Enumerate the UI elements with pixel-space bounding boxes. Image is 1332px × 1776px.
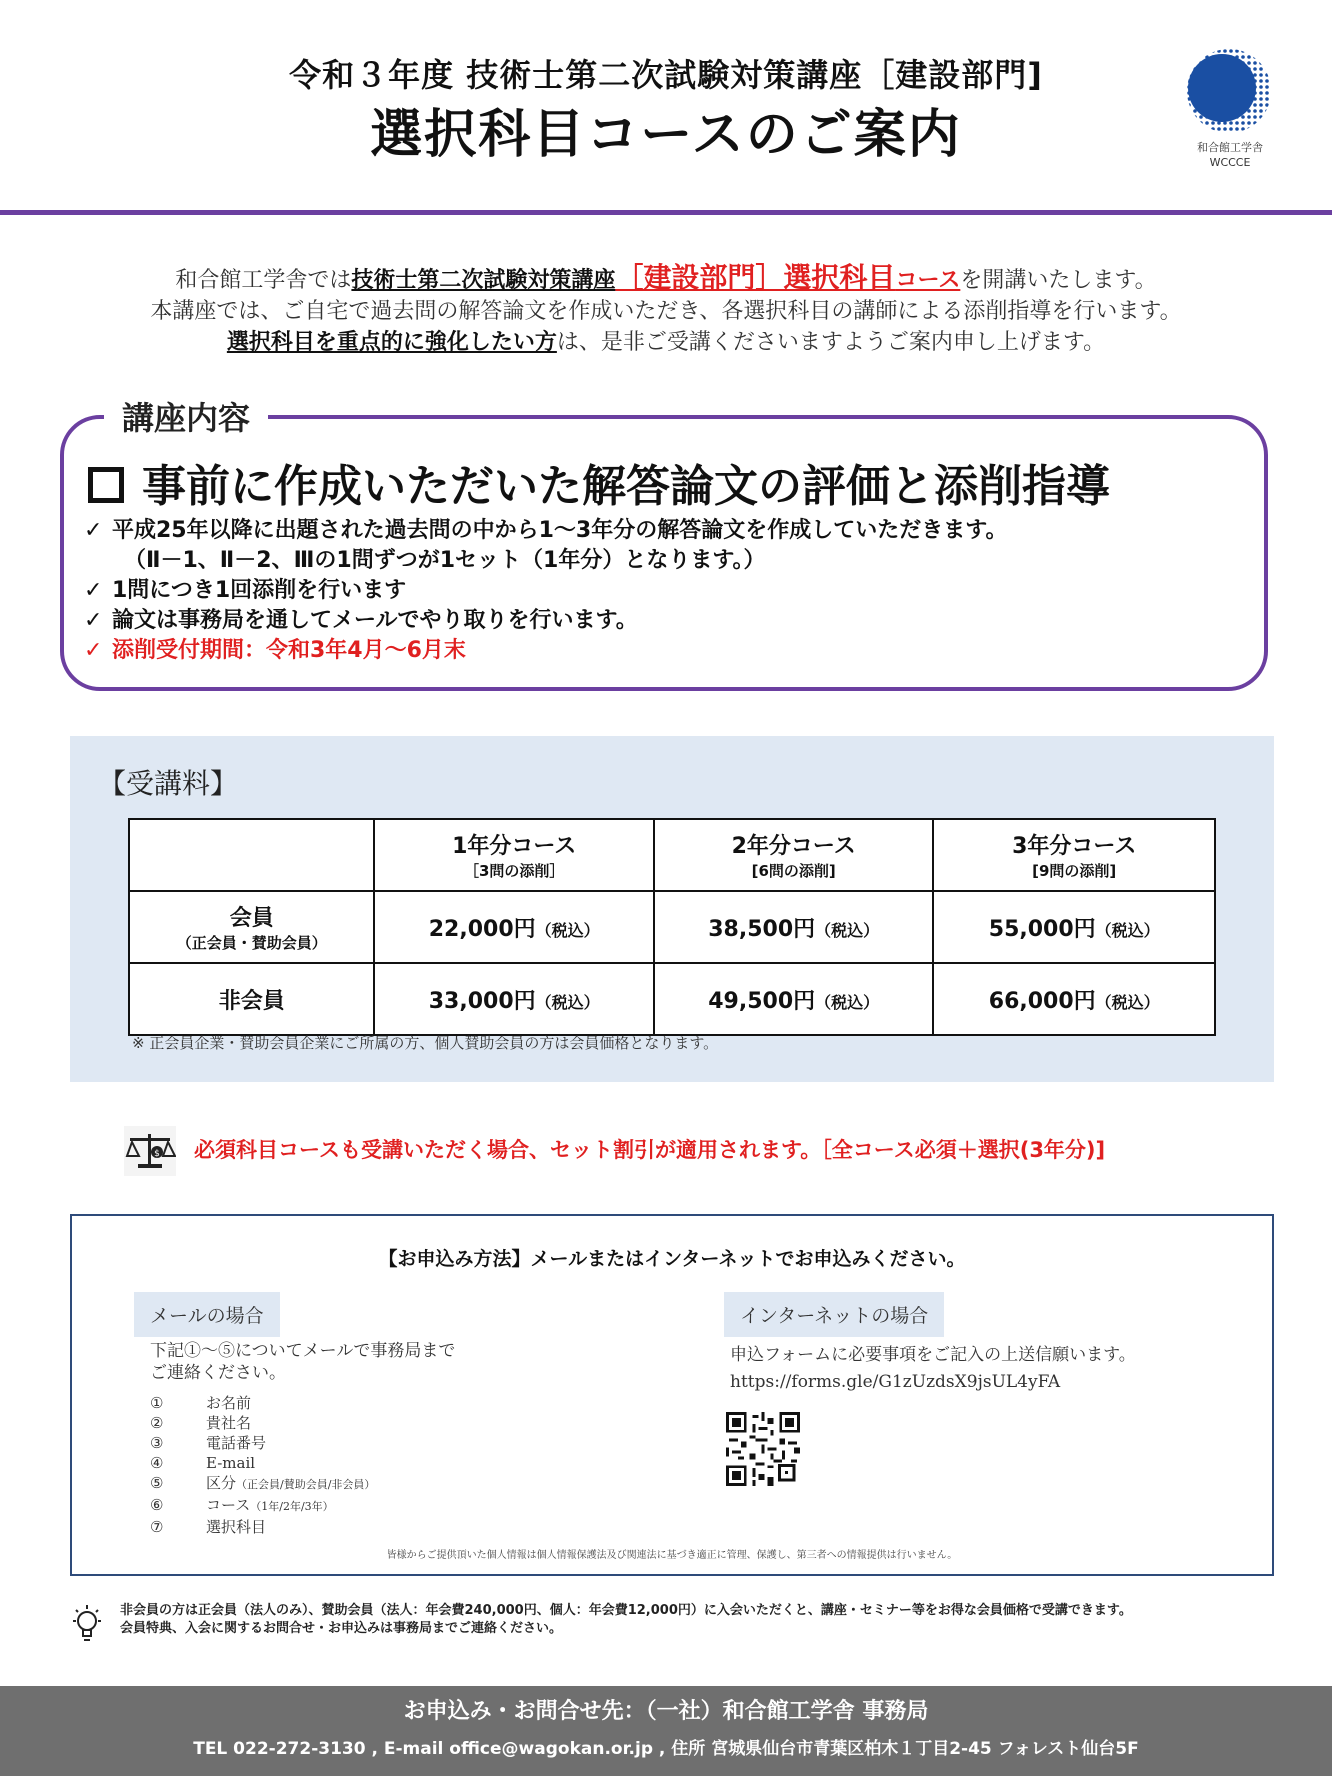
check-icon: ✓	[84, 608, 103, 633]
intro-text	[40, 262, 1292, 358]
mail-item-num: ④	[150, 1454, 164, 1472]
intro-line-1	[40, 262, 1292, 296]
header-divider	[0, 210, 1332, 215]
fee-row-label-text: 会員	[229, 906, 274, 931]
mail-item-num: ③	[150, 1434, 164, 1452]
mail-item-sub: （1年/2年/3年）	[250, 1500, 334, 1513]
course-item-text: 論文は事務局を通してメールでやり取りを行います。	[112, 608, 638, 633]
mail-item-num: ⑥	[150, 1496, 164, 1514]
mail-item	[150, 1453, 375, 1473]
mail-tag: メールの場合	[134, 1292, 280, 1337]
fee-tax: （税込）	[535, 992, 600, 1012]
fee-row-nonmember	[129, 963, 1215, 1035]
fee-cell	[654, 963, 934, 1035]
fee-col-1	[374, 819, 654, 891]
fee-price: 49,500円	[708, 988, 816, 1014]
fee-col-name: 3年分コース	[1012, 834, 1137, 859]
fee-tax: （税込）	[535, 920, 600, 940]
course-headline	[88, 450, 1110, 514]
mail-item	[150, 1433, 375, 1453]
course-item-text: 添削受付期間：令和3年4月～6月末	[112, 638, 466, 663]
mail-text-2: ご連絡ください。	[150, 1363, 286, 1383]
membership-line-1: 非会員の方は正会員（法人のみ）、賛助会員（法人：年会費240,000円、個人：年会費12,000円）に入会いただくと、講座・セミナー等をお得な会員価格で受講できます。	[120, 1603, 1132, 1618]
intro-text-e: を開講いたします。	[960, 268, 1157, 293]
membership-info	[120, 1602, 1132, 1638]
fee-col-2	[654, 819, 934, 891]
fee-row-label-sub: （正会員・賛助会員）	[176, 934, 327, 952]
course-items	[84, 516, 1244, 666]
intro-line-2: 本講座では、ご自宅で過去問の解答論文を作成いただき、各選択科目の講師による添削指導を行います。	[150, 299, 1182, 324]
mail-item-num: ②	[150, 1414, 164, 1432]
fee-title: 【受講料】	[98, 767, 239, 800]
fee-cell	[933, 891, 1215, 963]
fee-cell	[654, 891, 934, 963]
mail-item	[150, 1473, 375, 1495]
apply-title: 【お申込み方法】メールまたはインターネットでお申込みください。	[378, 1248, 966, 1270]
mail-item-text: E-mail	[206, 1454, 256, 1472]
logo-icon	[1186, 48, 1272, 134]
mail-item-text: 区分	[206, 1474, 237, 1492]
form-url-link[interactable]: https://forms.gle/G1zUzdsX9jsUL4yFA	[730, 1372, 1061, 1392]
intro-text-a: 和合館工学舎では	[175, 268, 352, 293]
fee-tax: （税込）	[1095, 992, 1160, 1012]
course-item	[84, 606, 1244, 636]
mail-item-text: 選択科目	[206, 1518, 267, 1536]
membership-line-2: 会員特典、入会に関するお問合せ・お申込みは事務局までご連絡ください。	[120, 1621, 563, 1636]
fee-row-label	[129, 963, 374, 1035]
fee-tax: （税込）	[815, 920, 880, 940]
fee-col-name: 2年分コース	[731, 834, 856, 859]
mail-item-text: コース	[206, 1496, 251, 1514]
mail-item-num: ⑦	[150, 1518, 164, 1536]
fee-cell	[374, 891, 654, 963]
course-item-text: 1問につき1回添削を行います	[112, 578, 407, 603]
intro-course-word: コース	[895, 268, 961, 293]
mail-item-sub: （正会員/賛助会員/非会員）	[236, 1478, 376, 1491]
course-item	[84, 636, 1244, 666]
course-item	[84, 576, 1244, 606]
course-content-label: 講座内容	[104, 393, 268, 439]
check-icon: ✓	[84, 578, 103, 603]
fee-row-label	[129, 891, 374, 963]
fee-note: ※ 正会員企業・賛助会員企業にご所属の方、個人賛助会員の方は会員価格となります。	[132, 1034, 719, 1052]
course-item-text: 平成25年以降に出題された過去問の中から1～3年分の解答論文を作成していただきます。	[112, 518, 1008, 543]
check-icon: ✓	[84, 518, 103, 543]
fee-price: 66,000円	[988, 988, 1096, 1014]
discount-notice: 必須科目コースも受講いただく場合、セット割引が適用されます。［全コース必須＋選択(3年分)]	[194, 1138, 1106, 1162]
mail-item-text: 貴社名	[206, 1414, 252, 1432]
mail-item	[150, 1393, 375, 1413]
mail-item-text: 電話番号	[206, 1434, 267, 1452]
internet-instructions: 申込フォームに必要事項をご記入の上送信願います。	[730, 1345, 1136, 1365]
logo-text	[1170, 140, 1290, 170]
fee-col-sub: ［3問の添削］	[463, 862, 565, 880]
course-item	[84, 546, 1244, 576]
footer-contact-title: お申込み・お問合せ先：（一社）和合館工学舎 事務局	[403, 1699, 929, 1724]
fee-row-label-text: 非会員	[218, 988, 285, 1014]
lightbulb-icon	[70, 1604, 104, 1646]
mail-item	[150, 1517, 375, 1537]
mail-item-num: ⑤	[150, 1474, 164, 1492]
fee-cell	[374, 963, 654, 1035]
course-item-text: （Ⅱ－1、Ⅱ－2、Ⅲの1問ずつが1セット（1年分）となります。）	[124, 548, 766, 573]
mail-items	[150, 1393, 375, 1537]
internet-tag: インターネットの場合	[724, 1292, 944, 1337]
mail-text-1: 下記①～⑤についてメールで事務局まで	[150, 1341, 456, 1361]
footer-contact-details: TEL 022-272-3130 , E-mail office@wagokan.or.jp , 住所 宮城県仙台市青葉区柏木１丁目2-45 フォレスト仙台5F	[193, 1739, 1139, 1759]
course-item	[84, 516, 1244, 546]
fee-col-sub: [6問の添削]	[751, 862, 836, 880]
scale-icon	[124, 1126, 176, 1176]
logo-name: 和合館工学舎	[1197, 141, 1263, 154]
fee-tax: （税込）	[1095, 920, 1160, 940]
intro-target: 選択科目を重点的に強化したい方	[226, 330, 557, 355]
qr-code-icon[interactable]	[726, 1412, 800, 1486]
fee-col-name: 1年分コース	[452, 834, 577, 859]
course-headline-text: 事前に作成いただいた解答論文の評価と添削指導	[142, 461, 1110, 512]
fee-col-3	[933, 819, 1215, 891]
fee-header-row	[129, 819, 1215, 891]
fee-price: 55,000円	[988, 916, 1096, 942]
square-bullet-icon	[88, 467, 124, 503]
header-title-line1: 令和３年度 技術士第二次試験対策講座［建設部門]	[289, 56, 1043, 94]
mail-item	[150, 1413, 375, 1433]
intro-line-3	[40, 327, 1292, 358]
mail-item-num: ①	[150, 1394, 164, 1412]
fee-tax: （税込）	[815, 992, 880, 1012]
svg-text:$: $	[154, 1149, 160, 1159]
fee-row-member	[129, 891, 1215, 963]
mail-item	[150, 1495, 375, 1517]
check-icon: ✓	[84, 638, 103, 663]
intro-course-name: 技術士第二次試験対策講座	[351, 268, 616, 293]
page-title: 選択科目コースのご案内	[370, 105, 962, 165]
fee-cell	[933, 963, 1215, 1035]
fee-price: 33,000円	[428, 988, 536, 1014]
mail-item-text: お名前	[206, 1394, 252, 1412]
fee-corner-cell	[129, 819, 374, 891]
fee-table	[128, 818, 1216, 1036]
mail-instructions	[150, 1340, 455, 1384]
privacy-notice: 皆様からご提供頂いた個人情報は個人情報保護法及び関連法に基づき適正に管理、保護し、第三者への情報提供は行いません。	[386, 1550, 958, 1561]
fee-price: 38,500円	[708, 916, 816, 942]
fee-price: 22,000円	[428, 916, 536, 942]
logo-sub: WCCCE	[1209, 156, 1251, 169]
intro-text-b: は、是非ご受講くださいますようご案内申し上げます。	[556, 330, 1106, 355]
fee-col-sub: [9問の添削]	[1032, 862, 1117, 880]
intro-division: ［建設部門］選択科目	[615, 261, 896, 294]
